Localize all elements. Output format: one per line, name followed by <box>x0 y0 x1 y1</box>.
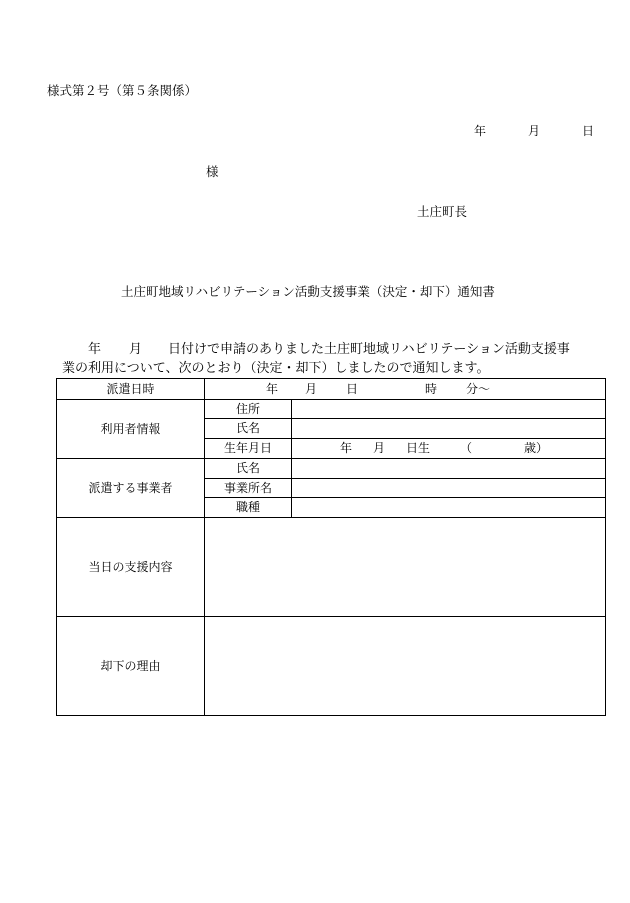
age-suffix: 歳） <box>524 441 549 456</box>
notification-form-table <box>56 378 606 716</box>
rejection-reason-label: 却下の理由 <box>57 616 205 715</box>
dispatch-year: 年 <box>266 381 279 396</box>
date-year: 年 <box>474 124 487 138</box>
provider-office-label: 事業所名 <box>205 478 292 498</box>
body-rest: 日付けで申請のありました土庄町地域リハビリテーション活動支援事 <box>168 342 570 357</box>
dispatch-hour: 時 <box>425 381 438 396</box>
provider-office-value <box>292 478 606 498</box>
issuer-name: 土庄町長 <box>417 204 468 219</box>
user-birthdate-value <box>292 438 606 459</box>
body-year: 年 <box>88 342 102 357</box>
user-address-value <box>292 399 606 419</box>
birth-day: 日生 <box>406 441 431 456</box>
dispatch-month: 月 <box>305 381 318 396</box>
addressee-suffix: 様 <box>206 164 219 179</box>
provider-name-value <box>292 459 606 479</box>
age-open-paren: （ <box>460 441 473 456</box>
birth-month: 月 <box>373 441 386 456</box>
dispatch-datetime-label: 派遣日時 <box>57 379 205 400</box>
user-info-label: 利用者情報 <box>57 399 205 459</box>
date-month: 月 <box>528 124 541 138</box>
form-number: 様式第２号（第５条関係） <box>47 83 198 98</box>
dispatch-day: 日 <box>346 381 359 396</box>
user-name-label: 氏名 <box>205 419 292 439</box>
date-day: 日 <box>582 124 595 138</box>
birth-year: 年 <box>340 441 353 456</box>
user-name-value <box>292 419 606 439</box>
notice-body-line2: 業の利用について、次のとおり（決定・却下）しましたので通知します。 <box>62 361 490 376</box>
support-content-value <box>205 517 606 616</box>
provider-occupation-value <box>292 498 606 518</box>
body-month: 月 <box>129 342 143 357</box>
dispatch-minute: 分～ <box>466 381 491 396</box>
provider-name-label: 氏名 <box>205 459 292 479</box>
document-title: 土庄町地域リハビリテーション活動支援事業（決定・却下）通知書 <box>121 284 495 299</box>
provider-occupation-label: 職種 <box>205 498 292 518</box>
dispatch-datetime-value <box>205 379 606 400</box>
support-content-label: 当日の支援内容 <box>57 517 205 616</box>
dispatch-provider-label: 派遣する事業者 <box>57 459 205 518</box>
user-address-label: 住所 <box>205 399 292 419</box>
user-birthdate-label: 生年月日 <box>205 438 292 459</box>
rejection-reason-value <box>205 616 606 715</box>
notice-body-line1 <box>62 340 607 359</box>
notice-body <box>62 340 607 378</box>
